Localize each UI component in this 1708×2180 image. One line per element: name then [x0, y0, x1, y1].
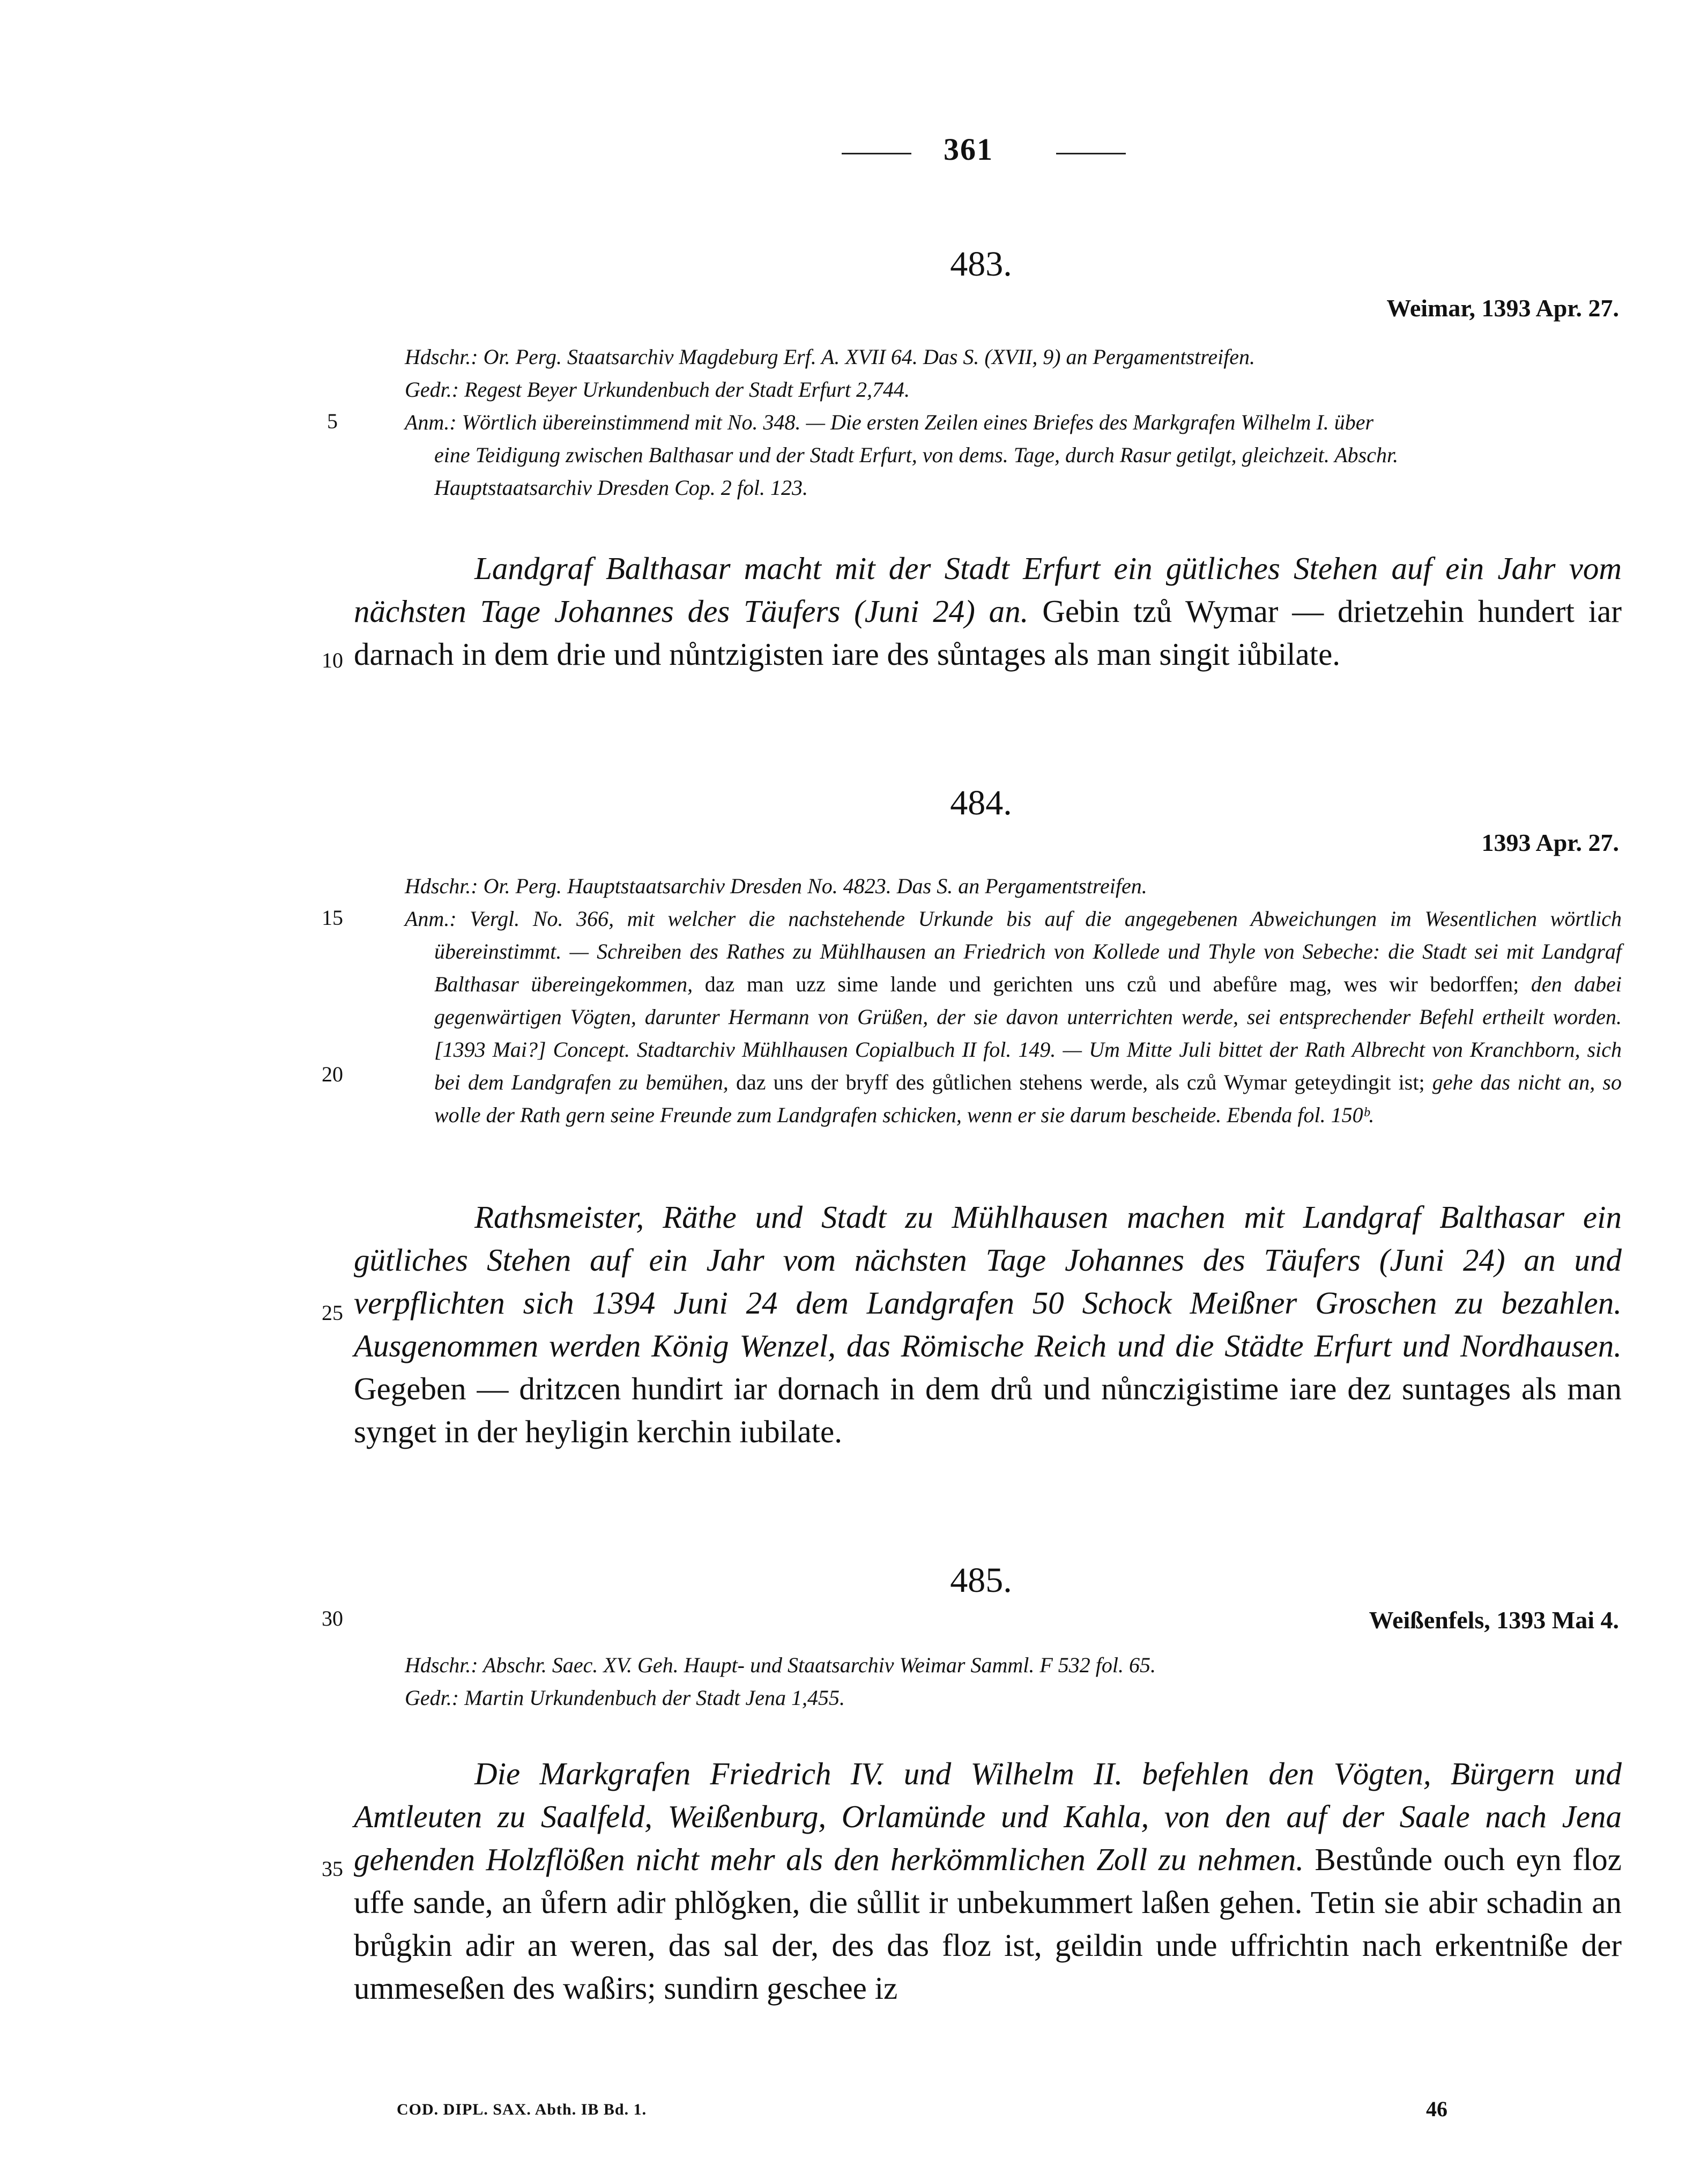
note-text: gehe das nicht an, so wolle der Rath gern seine Freunde zum Landgrafen schicken, wenn er sie darum bescheide. Ebenda fol. 150ᵇ. [434, 1070, 1622, 1127]
line-number: 15 [322, 906, 343, 930]
note-paragraph [405, 902, 1622, 1131]
note-line: eine Teidigung zwischen Balthasar und der Stadt Erfurt, von dems. Tage, durch Rasur getilgt, gleichzeit. Abschr. [434, 443, 1399, 467]
note-text: den dabei gegenwärtigen Vögten, darunter Hermann von Grüßen, der sie davon unterrichten werde, sei entsprechender Befehl ertheilt worden. [1393 Mai?] Concept. Stadtarchiv Mühlhausen Copialbuch II fol. 149. — Um Mitte Juli bittet der Rath Albrecht von Kranchborn, sich bei dem Landgrafen zu bemühen, [434, 972, 1622, 1094]
document-number: 483. [950, 244, 1012, 284]
footer-sheet-number: 46 [1426, 2097, 1447, 2121]
regest-summary: Landgraf Balthasar macht mit der Stadt Erfurt ein gütliches Stehen auf ein Jahr vom nächsten Tage Johannes des Täufers (Juni 24) an. [354, 551, 1622, 629]
note-line: Gedr.: Regest Beyer Urkundenbuch der Stadt Erfurt 2,744. [405, 377, 910, 402]
header-rule-left [842, 153, 911, 154]
note-line: Gedr.: Martin Urkundenbuch der Stadt Jena 1,455. [405, 1686, 845, 1710]
document-number: 485. [950, 1561, 1012, 1600]
line-number: 35 [322, 1857, 343, 1881]
document-date: 1393 Apr. 27. [1481, 829, 1619, 856]
page-number: 361 [944, 132, 993, 167]
document-body [354, 1196, 1622, 1453]
document-number: 484. [950, 783, 1012, 822]
header-rule-right [1056, 153, 1126, 154]
note-text: Anm.: Vergl. No. 366, mit welcher die nachstehende Urkunde bis auf die angegebenen Abweichungen im Wesentlichen wörtlich übereinstimmt. — Schreiben des Rathes zu Mühlhausen an Friedrich von Kollede und Thyle von Sebeche: die Stadt sei mit Landgraf Balthasar übereingekommen, [405, 907, 1622, 996]
source-notes [405, 340, 1622, 504]
line-number: 30 [322, 1606, 343, 1630]
document-date: Weißenfels, 1393 Mai 4. [1369, 1606, 1619, 1634]
footer-signature: COD. DIPL. SAX. Abth. IB Bd. 1. [397, 2101, 647, 2118]
note-quote: daz uns der bryff des gůtlichen stehens werde, als czů Wymar geteydingit ist; [736, 1070, 1425, 1094]
source-notes [405, 870, 1622, 1131]
document-body [354, 1752, 1622, 2010]
note-line: Anm.: Wörtlich übereinstimmend mit No. 348. — Die ersten Zeilen eines Briefes des Markgrafen Wilhelm I. über [405, 410, 1374, 434]
regest-summary: Die Markgrafen Friedrich IV. und Wilhelm II. befehlen den Vögten, Bürgern und Amtleuten zu Saalfeld, Weißenburg, Orlamünde und Kahla, von den auf der Saale nach Jena gehenden Holzflößen nicht mehr als den herkömmlichen Zoll zu nehmen. [354, 1756, 1622, 1877]
line-number: 10 [322, 648, 343, 672]
note-line: Hauptstaatsarchiv Dresden Cop. 2 fol. 123. [434, 476, 808, 500]
regest-summary: Rathsmeister, Räthe und Stadt zu Mühlhausen machen mit Landgraf Balthasar ein gütliches Stehen auf ein Jahr vom nächsten Tage Johannes des Täufers (Juni 24) an und verpflichten sich 1394 Juni 24 dem Landgrafen 50 Schock Meißner Groschen zu bezahlen. Ausgenommen werden König Wenzel, das Römische Reich und die Städte Erfurt und Nordhausen. [354, 1199, 1622, 1363]
line-number: 20 [322, 1062, 343, 1086]
document-body [354, 547, 1622, 676]
quote-text: Gegeben — dritzcen hundirt iar dornach in dem drů und nůnczigistime iare dez suntages als man synget in der heyligin kerchin iubilate. [354, 1371, 1622, 1449]
note-line: Hdschr.: Abschr. Saec. XV. Geh. Haupt- und Staatsarchiv Weimar Samml. F 532 fol. 65. [405, 1653, 1156, 1677]
quote-text: Bestůnde ouch eyn floz uffe sande, an ůfern adir phlǒgken, die sůllit ir unbekummert laßen gehen. Tetin sie abir schadin an brůgkin adir an weren, das sal der, des das floz ist, geildin unde uffrichtin nach erkentniße der ummeseßen des waßirs; sundirn geschee iz [354, 1842, 1622, 2006]
line-number: 25 [322, 1301, 343, 1325]
document-date: Weimar, 1393 Apr. 27. [1386, 294, 1619, 322]
note-quote: daz man uzz sime lande und gerichten uns czů und abefůre mag, wes wir bedorffen; [704, 972, 1519, 996]
quote-text: Gebin tzů Wymar — drietzehin hundert iar darnach in dem drie und nůntzigisten iare des sůntages als man singit iůbilate. [354, 594, 1622, 672]
source-notes [405, 1649, 1622, 1714]
line-number: 5 [327, 409, 338, 433]
note-line: Hdschr.: Or. Perg. Hauptstaatsarchiv Dresden No. 4823. Das S. an Pergamentstreifen. [405, 874, 1147, 898]
note-line: Hdschr.: Or. Perg. Staatsarchiv Magdeburg Erf. A. XVII 64. Das S. (XVII, 9) an Pergamentstreifen. [405, 345, 1256, 369]
